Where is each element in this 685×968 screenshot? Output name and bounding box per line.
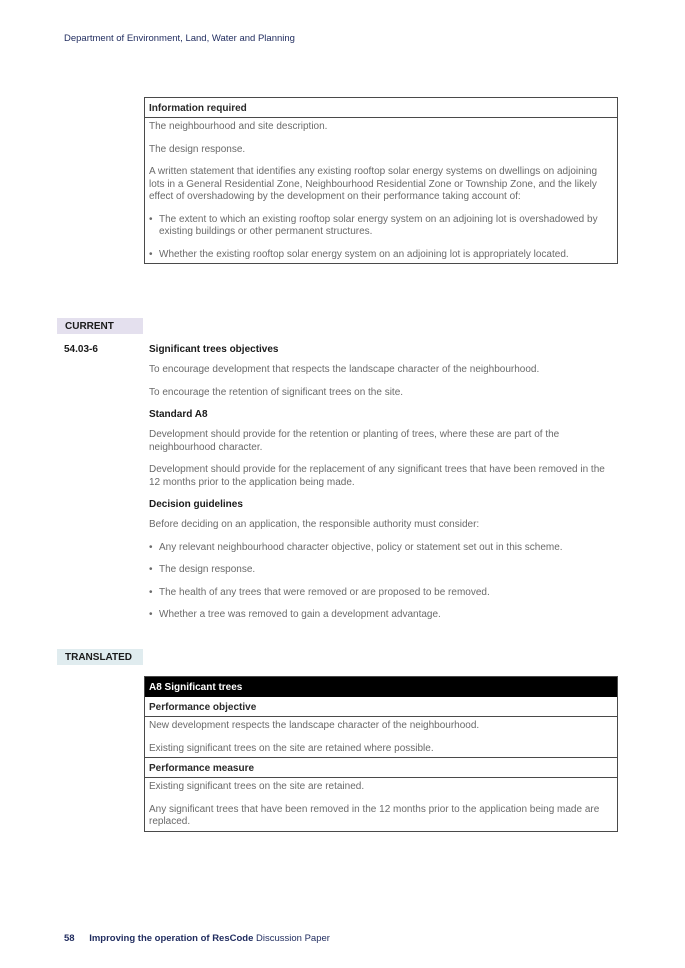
translated-table-title: A8 Significant trees	[145, 677, 617, 697]
performance-measure-body	[145, 778, 617, 831]
info-bullet: • The extent to which an existing rooftop solar energy system on an adjoining lot is overshadowed by existing buildings or other permanent structures.	[149, 214, 613, 239]
standard-paragraph: Development should provide for the retention or planting of trees, where these are part of the neighbourhood character.	[149, 429, 560, 453]
info-paragraph: The design response.	[149, 143, 246, 155]
objective-paragraph: To encourage development that respects the landscape character of the neighbourhood.	[149, 364, 540, 375]
current-clause	[149, 344, 609, 632]
objective-paragraph: To encourage the retention of significant trees on the site.	[149, 386, 404, 398]
decision-bullet-list	[149, 542, 609, 622]
performance-objective-heading: Performance objective	[145, 697, 617, 717]
info-paragraph: The neighbourhood and site description.	[149, 121, 328, 132]
page-footer	[64, 933, 330, 944]
document-title: Improving the operation of ResCode	[89, 933, 254, 944]
objective-text: New development respects the landscape character of the neighbourhood.	[149, 720, 480, 731]
info-bullet: • Whether the existing rooftop solar energy system on an adjoining lot is appropriately located.	[149, 249, 613, 262]
clause-title: Significant trees objectives	[149, 344, 279, 355]
decision-bullet: • Any relevant neighbourhood character objective, policy or statement set out in this scheme.	[149, 542, 609, 555]
document-subtitle: Discussion Paper	[256, 933, 330, 944]
measure-text: Existing significant trees on the site are retained.	[149, 781, 365, 792]
performance-measure-heading: Performance measure	[145, 758, 617, 778]
current-tag: CURRENT	[57, 318, 143, 334]
info-paragraph: A written statement that identifies any existing rooftop solar energy systems on dwellings on adjoining lots in a General Residential Zone, Neighbourhood Residential Zone or Township Zone, and the likely effect of overshadowing by the development on their performance taking account of:	[149, 166, 598, 202]
page-header: Department of Environment, Land, Water and Planning	[64, 33, 295, 44]
standard-heading: Standard A8	[149, 409, 208, 420]
info-bullet-list	[149, 214, 613, 262]
decision-bullet: • Whether a tree was removed to gain a development advantage.	[149, 609, 609, 622]
clause-number: 54.03-6	[64, 344, 98, 355]
decision-guidelines-heading: Decision guidelines	[149, 499, 243, 510]
decision-bullet: • The health of any trees that were removed or are proposed to be removed.	[149, 587, 609, 600]
translated-tag: TRANSLATED	[57, 649, 143, 665]
decision-intro: Before deciding on an application, the responsible authority must consider:	[149, 519, 480, 530]
information-required-body	[145, 118, 617, 263]
decision-bullet: • The design response.	[149, 564, 609, 577]
page-number: 58	[64, 933, 75, 944]
performance-objective-body	[145, 717, 617, 758]
standard-paragraph: Development should provide for the replacement of any significant trees that have been removed in the 12 months prior to the application being made.	[149, 464, 605, 488]
information-required-heading: Information required	[145, 98, 617, 118]
information-required-table	[144, 97, 618, 264]
translated-table	[144, 676, 618, 832]
objective-text: Existing significant trees on the site are retained where possible.	[149, 742, 434, 754]
measure-text: Any significant trees that have been removed in the 12 months prior to the application being made are replaced.	[149, 803, 600, 827]
